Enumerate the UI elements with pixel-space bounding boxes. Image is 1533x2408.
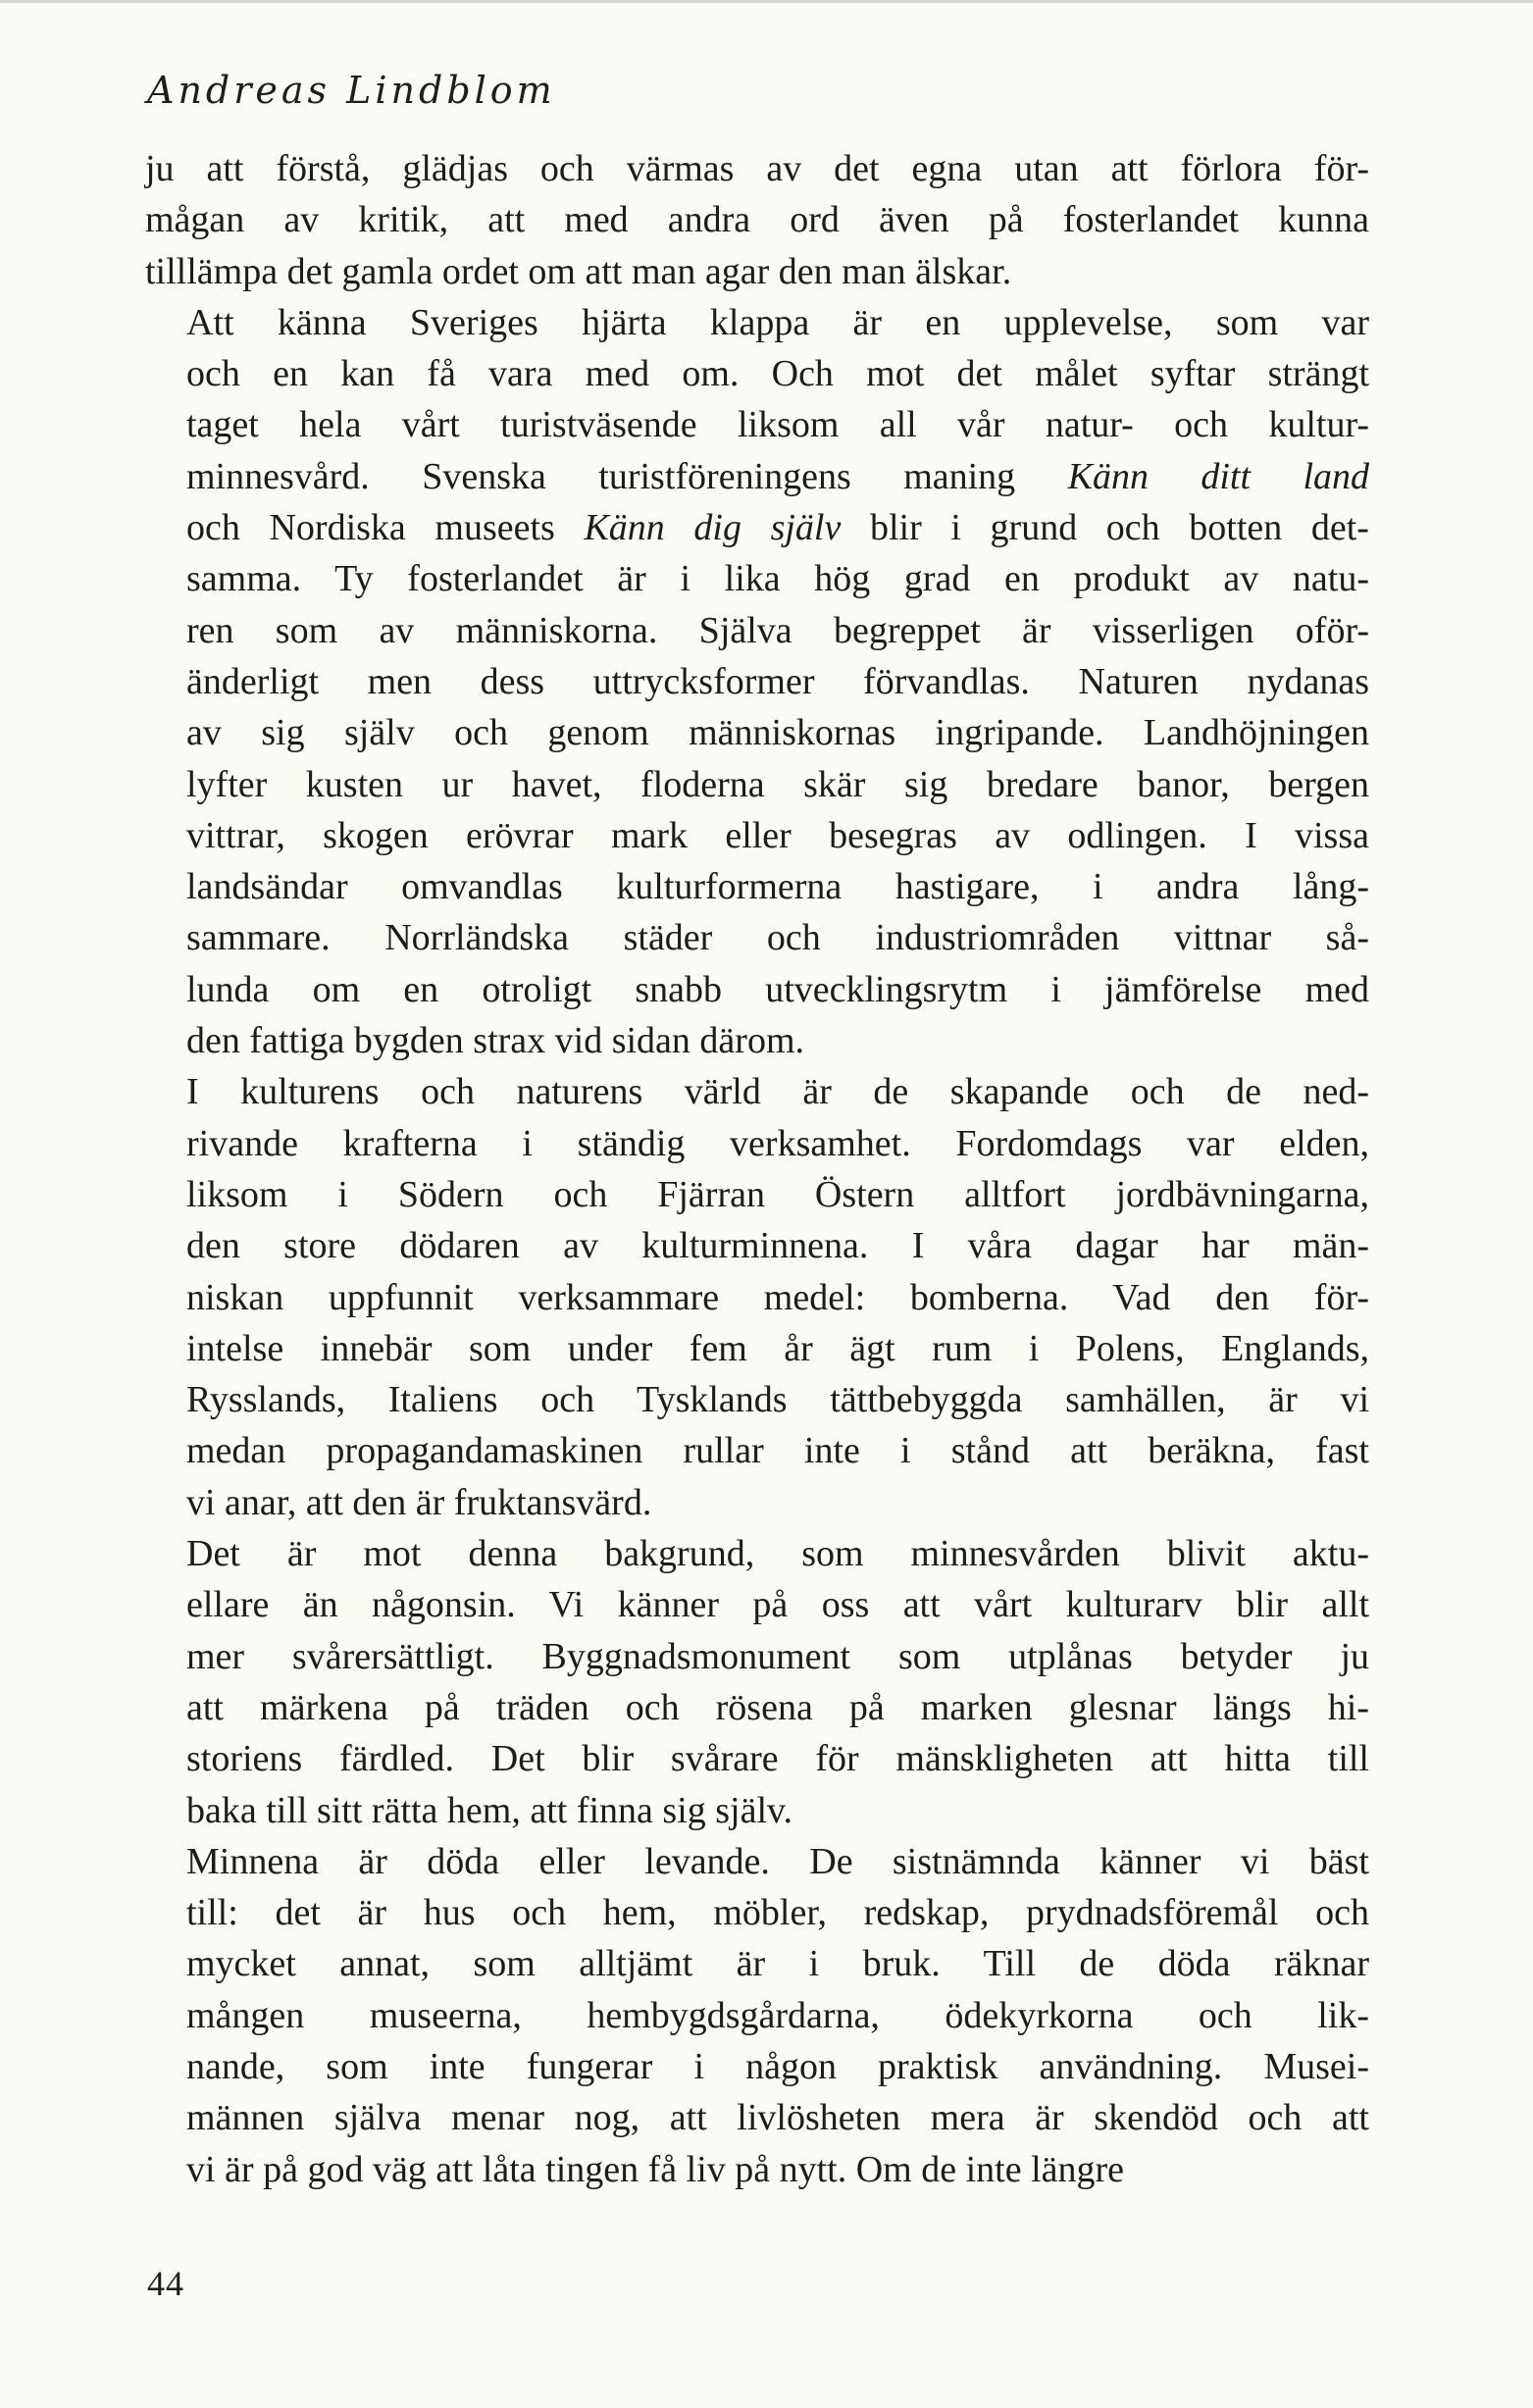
text-line: att märkena på träden och rösena på marken glesnar längs hi- (186, 1686, 1369, 1728)
paragraph (145, 1528, 1369, 1836)
text-line: den fattiga bygden strax vid sidan därom. (186, 1020, 805, 1062)
text-line: rivande krafterna i ständig verksamhet. Fordomdags var elden, (186, 1122, 1369, 1164)
text-line: änderligt men dess uttrycksformer förvandlas. Naturen nydanas (186, 660, 1369, 702)
text-line: vi är på god väg att låta tingen få liv på nytt. Om de inte längre (186, 2148, 1125, 2190)
text-line: tilllämpa det gamla ordet om att man agar den man älskar. (145, 250, 1012, 292)
paragraph (145, 143, 1369, 297)
text-line: nande, som inte fungerar i någon praktisk användning. Musei- (186, 2045, 1369, 2087)
text-line: av sig själv och genom människornas ingripande. Landhöjningen (186, 712, 1369, 754)
text-line: ellare än någonsin. Vi känner på oss att vårt kulturarv blir allt (186, 1584, 1369, 1626)
paragraph (145, 297, 1369, 1066)
italic-title: Känn ditt land (1067, 455, 1369, 497)
text-line: I kulturens och naturens värld är de skapande och de ned- (186, 1071, 1369, 1113)
text-line: Rysslands, Italiens och Tysklands tättbebyggda samhällen, är vi (186, 1379, 1369, 1421)
text-line: den store dödaren av kulturminnena. I våra dagar har män- (186, 1225, 1369, 1267)
running-head-author: Andreas Lindblom (147, 69, 556, 112)
text-line: ju att förstå, glädjas och värmas av det egna utan att förlora för- (145, 148, 1369, 189)
text-line: mången museerna, hembygdsgårdarna, ödekyrkorna och lik- (186, 1994, 1369, 2036)
text-line: mågan av kritik, att med andra ord även på fosterlandet kunna (145, 199, 1369, 241)
text-line: minnesvård. Svenska turistföreningens maning Känn ditt land (186, 455, 1369, 497)
paragraph (145, 1836, 1369, 2195)
italic-title: Känn dig själv (584, 507, 842, 549)
body-text (145, 143, 1369, 2195)
text-line: lyfter kusten ur havet, floderna skär sig bredare banor, bergen (186, 763, 1369, 805)
text-line: Minnena är döda eller levande. De sistnämnda känner vi bäst (186, 1840, 1369, 1882)
text-line: baka till sitt rätta hem, att finna sig själv. (186, 1789, 793, 1831)
text-line: och en kan få vara med om. Och mot det målet syftar strängt (186, 353, 1369, 395)
text-line: samma. Ty fosterlandet är i lika hög grad en produkt av natu- (186, 558, 1369, 600)
text-line: vittrar, skogen erövrar mark eller besegras av odlingen. I vissa (186, 814, 1369, 856)
text-line: intelse innebär som under fem år ägt rum i Polens, Englands, (186, 1327, 1369, 1369)
text-line: till: det är hus och hem, möbler, redskap, prydnadsföremål och (186, 1892, 1369, 1934)
text-line: sammare. Norrländska städer och industriområden vittnar så- (186, 917, 1369, 959)
text-line: och Nordiska museets Känn dig själv blir i grund och botten det- (186, 507, 1369, 549)
text-line: landsändar omvandlas kulturformerna hastigare, i andra lång- (186, 866, 1369, 908)
text-line: lunda om en otroligt snabb utvecklingsrytm i jämförelse med (186, 968, 1369, 1010)
text-line: taget hela vårt turistväsende liksom all vår natur- och kultur- (186, 404, 1369, 446)
top-edge-rule (0, 0, 1533, 3)
page-number: 44 (147, 2264, 184, 2303)
text-line: storiens färdled. Det blir svårare för mänskligheten att hitta till (186, 1738, 1369, 1780)
text-line: medan propagandamaskinen rullar inte i stånd att beräkna, fast (186, 1430, 1369, 1472)
text-line: niskan uppfunnit verksammare medel: bomberna. Vad den för- (186, 1276, 1369, 1318)
text-line: mer svårersättligt. Byggnadsmonument som utplånas betyder ju (186, 1635, 1369, 1677)
text-line: vi anar, att den är fruktansvärd. (186, 1481, 652, 1523)
text-line: Det är mot denna bakgrund, som minnesvården blivit aktu- (186, 1533, 1369, 1575)
text-line: liksom i Södern och Fjärran Östern alltfort jordbävningarna, (186, 1173, 1369, 1215)
paragraph (145, 1066, 1369, 1528)
text-line: ren som av människorna. Själva begreppet är visserligen oför- (186, 609, 1369, 651)
text-line: männen själva menar nog, att livlösheten mera är skendöd och att (186, 2097, 1369, 2139)
text-line: Att känna Sveriges hjärta klappa är en upplevelse, som var (186, 301, 1369, 343)
text-line: mycket annat, som alltjämt är i bruk. Till de döda räknar (186, 1943, 1369, 1985)
